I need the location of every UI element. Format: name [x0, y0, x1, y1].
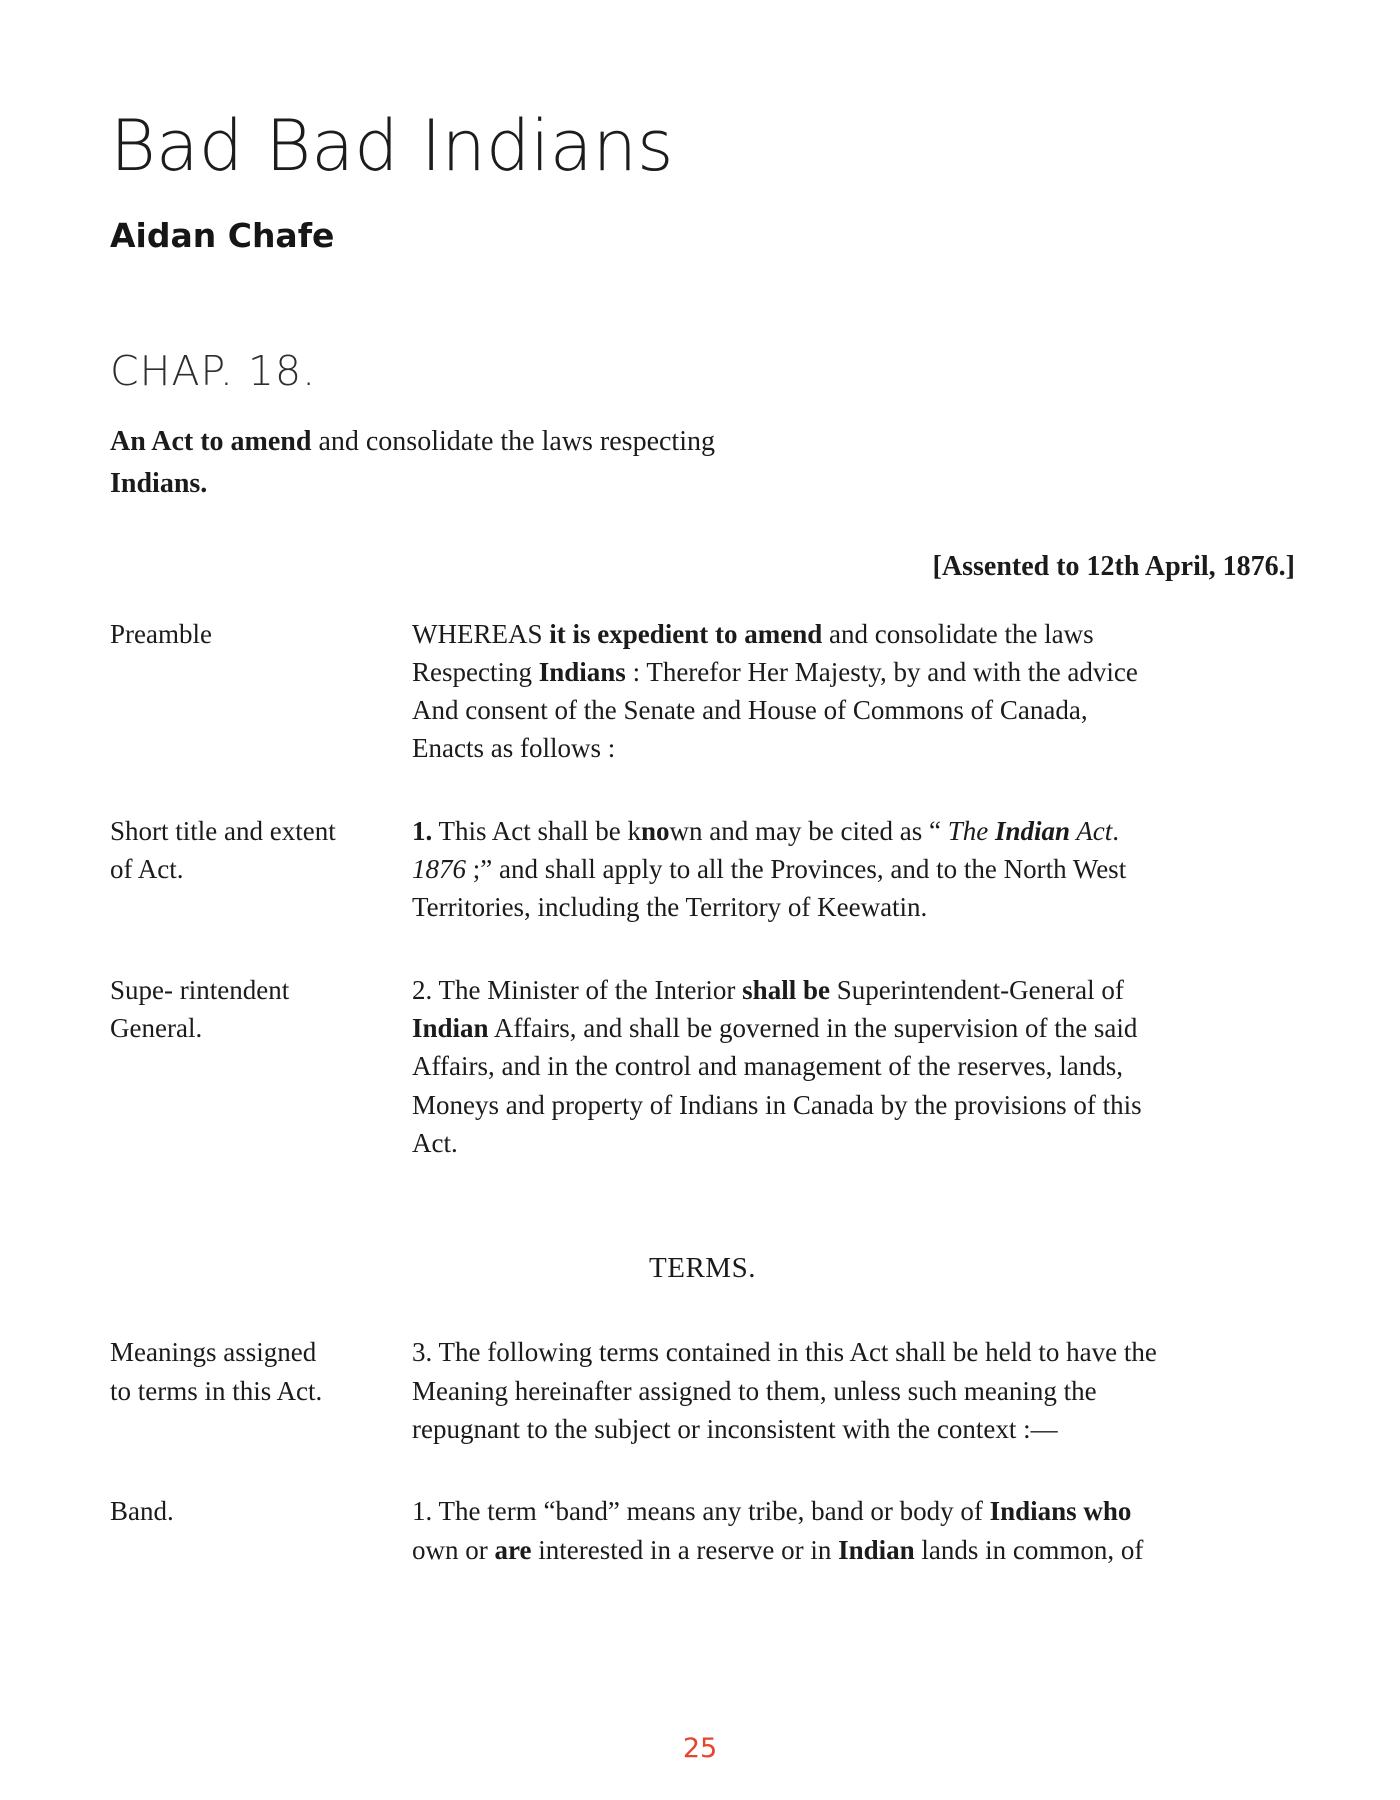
text-run: Territories, including the Territory of Keewatin.	[412, 892, 928, 923]
text-run: Indian	[412, 1013, 489, 1044]
text-run: The	[947, 815, 995, 846]
act-section	[110, 1492, 1295, 1569]
text-run: and consolidate the laws	[822, 618, 1094, 649]
text-run: wn and may be cited as “	[669, 815, 948, 846]
text-run: 1.	[412, 815, 433, 846]
section-text	[412, 1492, 1295, 1569]
author-name: Aidan Chafe	[110, 215, 335, 255]
margin-label: Preamble	[110, 618, 212, 649]
act-section	[110, 1333, 1295, 1448]
act-section	[110, 812, 1295, 927]
text-run: This Act shall be k	[432, 815, 641, 846]
text-run: Moneys and property of Indians in Canada by the provisions of this	[412, 1089, 1142, 1120]
text-run: 1876	[412, 854, 466, 885]
text-run: Indians	[538, 656, 626, 687]
text-run: 2. The Minister of the Interior	[412, 974, 743, 1005]
text-run: Act	[1069, 815, 1113, 846]
margin-label: Band.	[110, 1496, 174, 1527]
section-text	[412, 812, 1295, 927]
assented-date: [Assented to 12th April, 1876.]	[932, 550, 1295, 582]
text-run: Superintendent-General of	[829, 974, 1124, 1005]
act-sections	[110, 615, 1295, 1570]
section-text	[412, 971, 1295, 1163]
text-run: And consent of the Senate and House of Commons of Canada,	[412, 695, 1088, 726]
text-run: Act.	[412, 1128, 458, 1159]
margin-label: Short title and extent of Act.	[110, 815, 336, 885]
text-run: Indians.	[110, 467, 208, 499]
text-run: Affairs, and shall be governed in the supervision of the said	[488, 1013, 1138, 1044]
act-title	[110, 421, 930, 505]
text-run: are	[494, 1534, 532, 1565]
text-run: Indian	[838, 1534, 915, 1565]
text-run: no	[641, 815, 670, 846]
margin-label: Meanings assigned to terms in this Act.	[110, 1337, 323, 1406]
text-run: Indians who	[989, 1496, 1132, 1527]
text-run: An Act to amend	[110, 425, 312, 457]
page-number: 25	[682, 1733, 718, 1764]
section-text	[412, 615, 1295, 768]
act-section	[110, 615, 1295, 768]
text-run: 1. The term “band” means any tribe, band or body of	[412, 1496, 990, 1527]
text-run: interested in a reserve or in	[531, 1534, 839, 1565]
text-run: Enacts as follows :	[412, 733, 616, 764]
text-run: it is expedient to amend	[549, 618, 823, 649]
margin-label: Supe- rintendent General.	[110, 974, 290, 1044]
text-run: : Therefor Her Majesty, by and with the advice	[625, 656, 1138, 687]
text-run: Indian	[994, 815, 1070, 846]
text-run: Respecting	[412, 656, 539, 687]
text-run: shall be	[742, 974, 830, 1005]
chapter-heading: CHAP. 18.	[110, 346, 317, 395]
text-run: Affairs, and in the control and management of the reserves, lands,	[412, 1051, 1124, 1082]
text-run: ;” and shall apply to all the Provinces, and to the North West	[466, 854, 1127, 885]
text-run: own or	[412, 1534, 495, 1565]
text-run: 3. The following terms contained in this Act shall be held to have the	[412, 1337, 1157, 1368]
text-run: and consolidate the laws respecting	[311, 425, 715, 457]
terms-heading: TERMS.	[649, 1252, 756, 1285]
text-run: lands in common, of	[914, 1534, 1144, 1565]
text-run: .	[1112, 815, 1119, 846]
text-run: Meaning hereinafter assigned to them, unless such meaning the	[412, 1375, 1097, 1406]
text-run: WHEREAS	[412, 618, 550, 649]
act-section	[110, 971, 1295, 1163]
text-run: repugnant to the subject or inconsistent with the context :—	[412, 1414, 1058, 1445]
section-text	[412, 1333, 1295, 1448]
book-title: Bad Bad Indians	[110, 105, 674, 187]
